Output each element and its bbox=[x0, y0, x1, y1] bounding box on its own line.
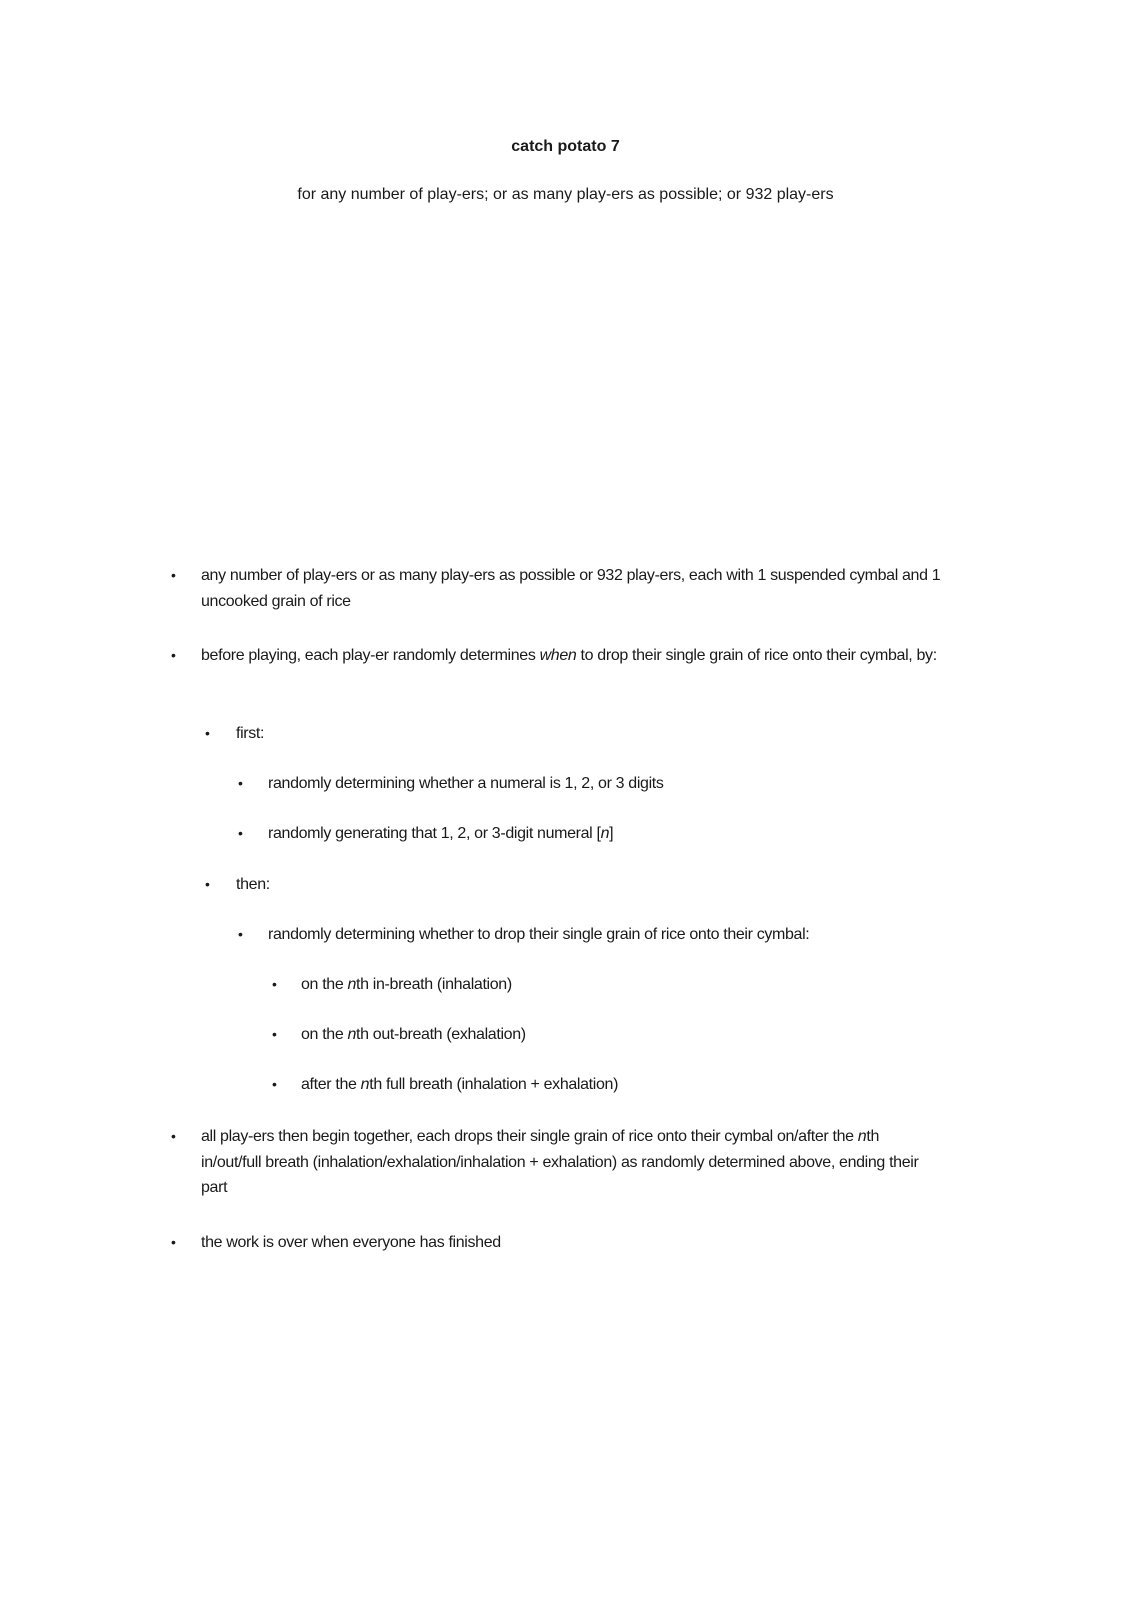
list-item bbox=[205, 872, 936, 898]
item-text: before playing, each play-er randomly determines bbox=[201, 647, 540, 664]
list-item bbox=[272, 1022, 961, 1048]
item-emphasis: n bbox=[347, 1026, 357, 1043]
document-title: catch potato 7 bbox=[511, 138, 620, 155]
bullet-icon: • bbox=[171, 1128, 176, 1144]
item-text: randomly generating that 1, 2, or 3-digit numeral [ bbox=[268, 825, 601, 842]
bullet-icon: • bbox=[272, 1026, 277, 1042]
item-text: any number of play-ers or as many play-ers as possible or 932 play-ers, each with 1 suspended cymbal and 1 uncooked grain of rice bbox=[201, 567, 941, 610]
item-text: on the bbox=[301, 976, 348, 993]
item-text: randomly determining whether to drop their single grain of rice onto their cymbal: bbox=[268, 926, 810, 943]
bullet-icon: • bbox=[272, 1076, 277, 1092]
item-text: on the bbox=[301, 1026, 348, 1043]
bullet-icon: • bbox=[205, 876, 210, 892]
list-item bbox=[238, 771, 968, 797]
item-emphasis: n bbox=[360, 1076, 370, 1093]
list-item bbox=[238, 922, 968, 948]
item-text: randomly determining whether a numeral is 1, 2, or 3 digits bbox=[268, 775, 664, 792]
bullet-icon: • bbox=[272, 976, 277, 992]
bullet-icon: • bbox=[238, 926, 243, 942]
item-text: th full breath (inhalation + exhalation) bbox=[369, 1076, 619, 1093]
item-text: th in-breath (inhalation) bbox=[356, 976, 512, 993]
item-emphasis: when bbox=[539, 647, 577, 664]
list-item bbox=[171, 1124, 941, 1201]
item-text: all play-ers then begin together, each drops their single grain of rice onto their cymbal on/after the bbox=[201, 1128, 858, 1145]
item-emphasis: n bbox=[347, 976, 357, 993]
list-item bbox=[171, 563, 941, 614]
item-text: ] bbox=[609, 825, 614, 842]
bullet-icon: • bbox=[171, 567, 176, 583]
item-text: then: bbox=[236, 876, 270, 893]
list-item bbox=[238, 821, 968, 847]
item-text: first: bbox=[236, 725, 265, 742]
bullet-icon: • bbox=[238, 825, 243, 841]
bullet-icon: • bbox=[238, 775, 243, 791]
list-item bbox=[171, 643, 941, 669]
document-subtitle: for any number of play-ers; or as many play-ers as possible; or 932 play-ers bbox=[297, 186, 834, 203]
item-text: after the bbox=[301, 1076, 361, 1093]
item-text: to drop their single grain of rice onto their cymbal, by: bbox=[576, 647, 937, 664]
item-emphasis: n bbox=[857, 1128, 867, 1145]
list-item bbox=[171, 1230, 941, 1256]
bullet-icon: • bbox=[171, 1234, 176, 1250]
item-text: th out-breath (exhalation) bbox=[356, 1026, 526, 1043]
bullet-icon: • bbox=[205, 725, 210, 741]
bullet-icon: • bbox=[171, 647, 176, 663]
list-item bbox=[205, 721, 936, 747]
item-emphasis: n bbox=[600, 825, 610, 842]
item-text: th in/out/full breath (inhalation/exhalation/inhalation + exhalation) as randomly determined above, ending their part bbox=[201, 1128, 919, 1196]
list-item bbox=[272, 1072, 961, 1098]
list-item bbox=[272, 972, 961, 998]
item-text: the work is over when everyone has finished bbox=[201, 1234, 501, 1251]
